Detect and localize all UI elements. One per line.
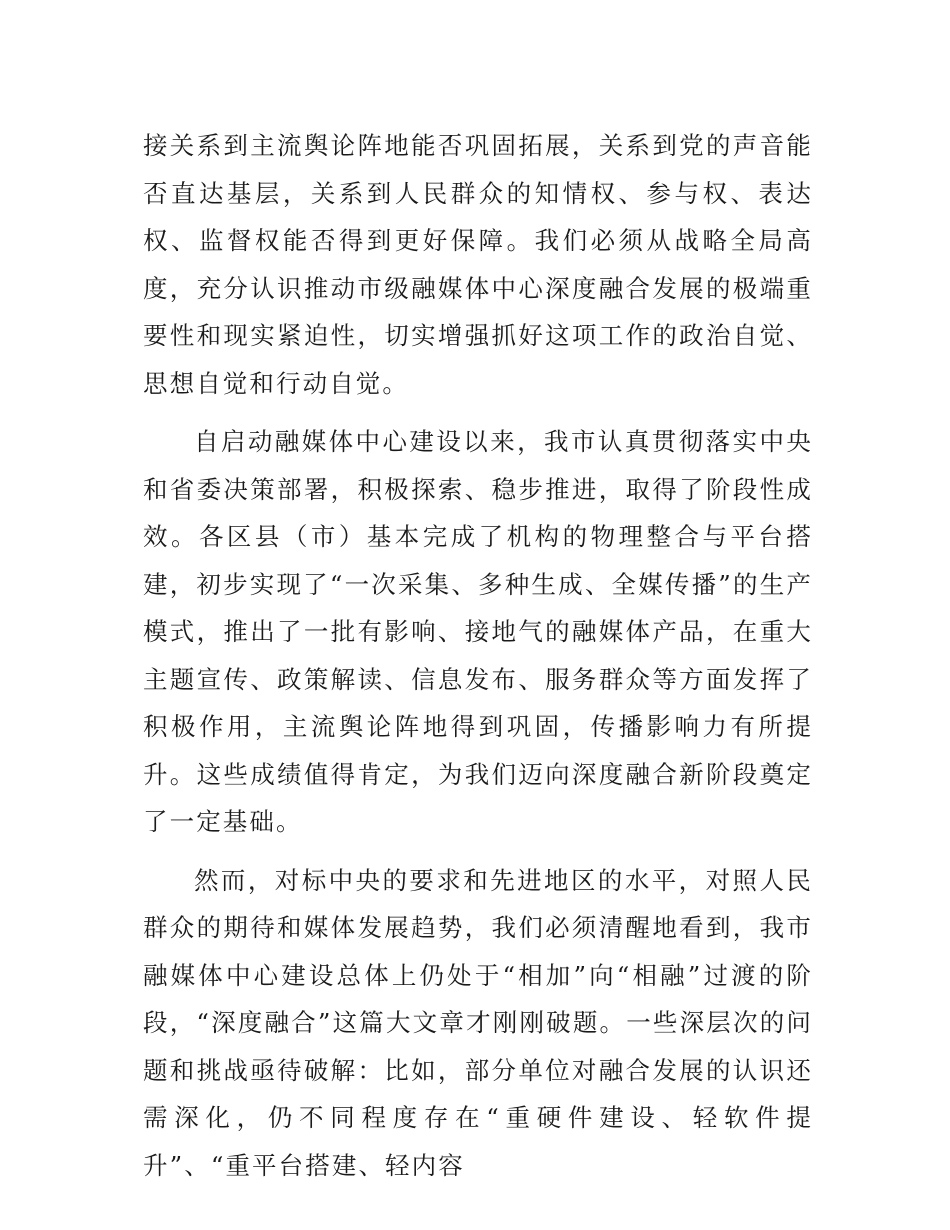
paragraph-3: 然而，对标中央的要求和先进地区的水平，对照人民群众的期待和媒体发展趋势，我们必须清醒地看到，我市融媒体中心建设总体上仍处于“相加”向“相融”过渡的阶段，“深度融合”这篇大文章才刚刚破题。一些深层次的问题和挑战亟待破解：比如，部分单位对融合发展的认识还需深化，仍不同程度存在“重硬件建设、轻软件提升”、“重平台搭建、轻内容: [143, 865, 813, 1180]
document-body: [143, 122, 813, 1189]
paragraph-2: 自启动融媒体中心建设以来，我市认真贯彻落实中央和省委决策部署，积极探索、稳步推进，取得了阶段性成效。各区县（市）基本完成了机构的物理整合与平台搭建，初步实现了“一次采集、多种生成、全媒传播”的生产模式，推出了一批有影响、接地气的融媒体产品，在重大主题宣传、政策解读、信息发布、服务群众等方面发挥了积极作用，主流舆论阵地得到巩固，传播影响力有所提升。这些成绩值得肯定，为我们迈向深度融合新阶段奠定了一定基础。: [143, 427, 813, 836]
paragraph-1: 接关系到主流舆论阵地能否巩固拓展，关系到党的声音能否直达基层，关系到人民群众的知情权、参与权、表达权、监督权能否得到更好保障。我们必须从战略全局高度，充分认识推动市级融媒体中心深度融合发展的极端重要性和现实紧迫性，切实增强抓好这项工作的政治自觉、思想自觉和行动自觉。: [143, 131, 813, 398]
